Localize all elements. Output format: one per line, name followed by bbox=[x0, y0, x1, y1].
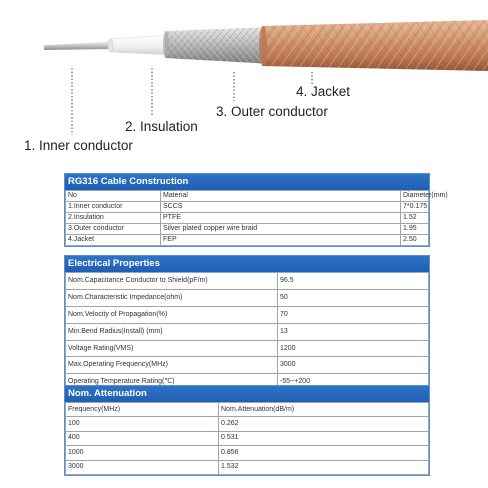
table-cell: 3000 bbox=[66, 460, 219, 474]
property-value: 70 bbox=[278, 306, 429, 323]
table-row bbox=[66, 213, 429, 224]
electrical-table bbox=[65, 272, 429, 391]
property-name: Nom.Capacitance Conductor to Shield(pF/m) bbox=[66, 273, 278, 290]
table-row bbox=[66, 446, 429, 460]
inner-conductor-segment bbox=[44, 42, 114, 51]
property-name: Operating Temperature Rating(℃) bbox=[66, 374, 278, 391]
table-row bbox=[66, 460, 429, 474]
construction-title: RG316 Cable Construction bbox=[65, 174, 429, 190]
table-cell: 4.Jacket bbox=[66, 235, 161, 246]
table-cell: 100 bbox=[66, 417, 219, 431]
callout-jacket: 4. Jacket bbox=[296, 84, 351, 99]
table-cell: 0.262 bbox=[219, 417, 429, 431]
table-cell: 1.Inner conductor bbox=[66, 202, 161, 213]
property-value: -55~+200 bbox=[278, 374, 429, 391]
table-cell: 2.Insulation bbox=[66, 213, 161, 224]
table-row bbox=[66, 357, 429, 374]
column-header: Diameter(mm) bbox=[401, 191, 429, 202]
table-cell: 400 bbox=[66, 431, 219, 445]
table-cell: 7*0.175 bbox=[401, 202, 429, 213]
table-row bbox=[66, 323, 429, 340]
insulation-segment bbox=[108, 35, 172, 55]
construction-section bbox=[64, 173, 448, 247]
attenuation-section bbox=[64, 385, 430, 476]
column-header: Nom.Attenuation(dB/m) bbox=[219, 403, 429, 417]
table-cell: 1.532 bbox=[219, 460, 429, 474]
table-row bbox=[66, 235, 429, 246]
construction-table bbox=[65, 190, 448, 246]
table-header-row bbox=[66, 191, 429, 202]
property-name: Max.Operating Frequency(MHz) bbox=[66, 357, 278, 374]
property-value: 3000 bbox=[278, 357, 429, 374]
attenuation-title: Nom. Attenuation bbox=[65, 386, 429, 402]
table-row bbox=[66, 202, 429, 213]
table-row bbox=[66, 417, 429, 431]
table-cell: 1.52 bbox=[401, 213, 429, 224]
table-cell: PTFE bbox=[161, 213, 401, 224]
column-header: Material bbox=[161, 191, 401, 202]
property-name: Min.Bend Radius(Install) (mm) bbox=[66, 323, 278, 340]
coax-cable-drawing bbox=[0, 0, 488, 160]
property-name: Nom.Characteristic Impedance(ohm) bbox=[66, 289, 278, 306]
property-value: 50 bbox=[278, 289, 429, 306]
table-row bbox=[66, 306, 429, 323]
property-name: Nom.Velocity of Propagation(%) bbox=[66, 306, 278, 323]
property-name: Voltage Rating(VMS) bbox=[66, 340, 278, 357]
table-cell: 2.50 bbox=[401, 235, 429, 246]
callout-insulation: 2. Insulation bbox=[125, 119, 198, 134]
table-cell: Silver plated copper wire braid bbox=[161, 224, 401, 235]
table-cell: 1000 bbox=[66, 446, 219, 460]
table-row bbox=[66, 289, 429, 306]
callout-inner-conductor: 1. Inner conductor bbox=[24, 138, 133, 153]
column-header: No bbox=[66, 191, 161, 202]
table-row bbox=[66, 431, 429, 445]
property-value: 96.5 bbox=[278, 273, 429, 290]
property-value: 13 bbox=[278, 323, 429, 340]
table-row bbox=[66, 273, 429, 290]
outer-conductor-segment bbox=[163, 27, 272, 64]
electrical-title: Electrical Properties bbox=[65, 256, 429, 272]
table-cell: FEP bbox=[161, 235, 401, 246]
jacket-segment bbox=[259, 20, 488, 71]
table-cell: 0.531 bbox=[219, 431, 429, 445]
column-header: Frequency(MHz) bbox=[66, 403, 219, 417]
table-header-row bbox=[66, 403, 429, 417]
table-row bbox=[66, 224, 429, 235]
callout-outer-conductor: 3. Outer conductor bbox=[216, 104, 328, 119]
table-cell: 0.856 bbox=[219, 446, 429, 460]
attenuation-table bbox=[65, 402, 429, 475]
table-cell: 1.95 bbox=[401, 224, 429, 235]
table-cell: 3.Outer conductor bbox=[66, 224, 161, 235]
cable-illustration bbox=[0, 0, 488, 160]
table-cell: SCCS bbox=[161, 202, 401, 213]
electrical-section bbox=[64, 255, 430, 392]
property-value: 1200 bbox=[278, 340, 429, 357]
table-row bbox=[66, 340, 429, 357]
